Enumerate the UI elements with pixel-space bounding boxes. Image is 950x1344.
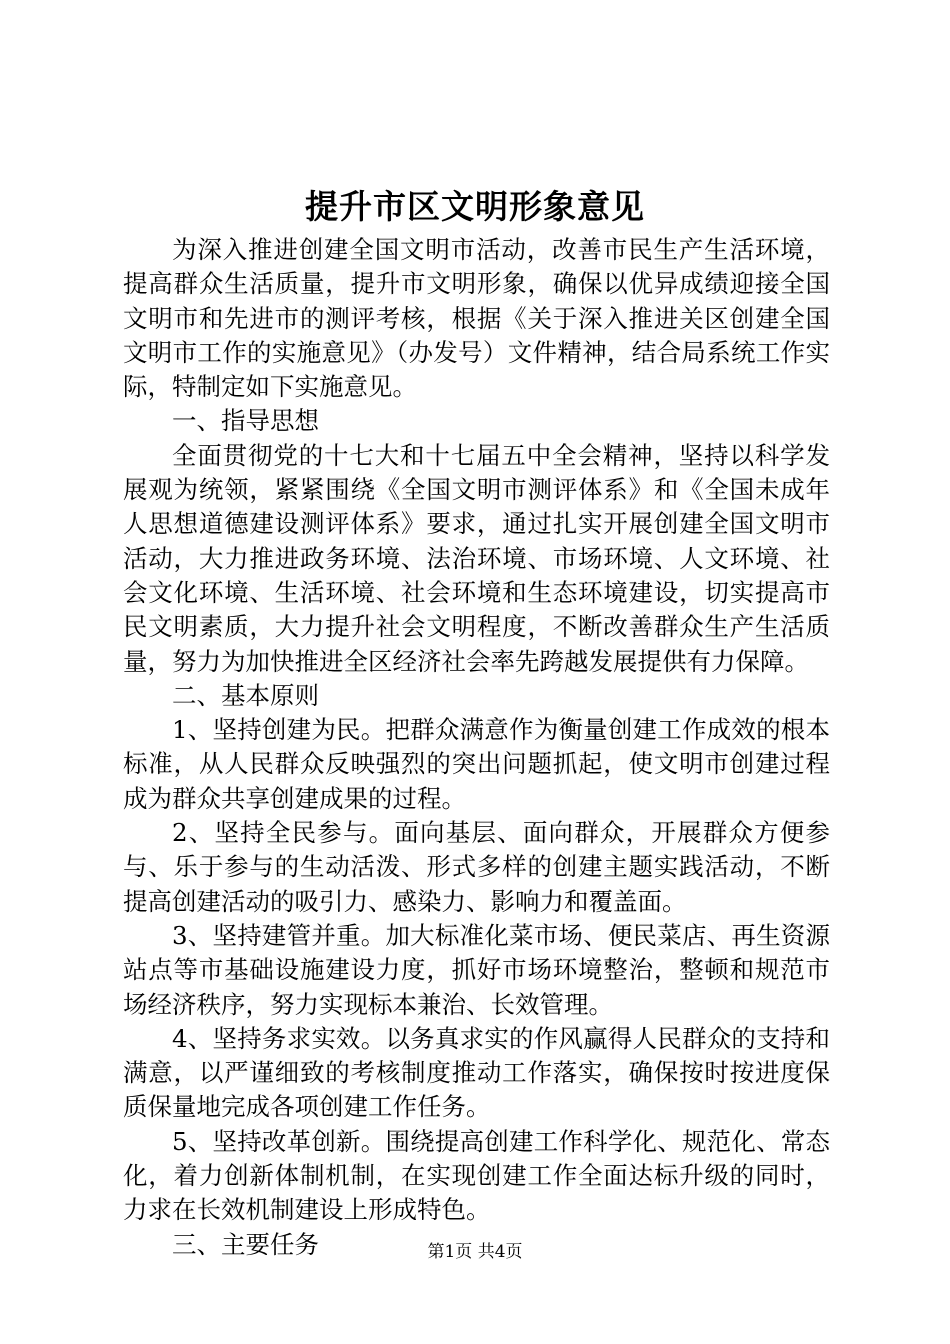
page-footer: 第1页 共4页 [427,1242,523,1262]
heading-basic-principles: 二、基本原则 [172,680,319,710]
document-title: 提升市区文明形象意见 [305,187,645,226]
paragraph-principle-5: 5、坚持改革创新。围绕提高创建工作科学化、规范化、常态化，着力创新体制机制，在实现创建工作全面达标升级的同时，力求在长效机制建设上形成特色。 [123,1126,830,1225]
paragraph-principle-4: 4、坚持务求实效。以务真求实的作风赢得人民群众的支持和满意，以严谨细致的考核制度推动工作落实，确保按时按进度保质保量地完成各项创建工作任务。 [123,1023,830,1122]
document-body [123,233,830,1262]
heading-guiding-ideology: 一、指导思想 [172,406,319,436]
paragraph-guiding-ideology: 全面贯彻党的十七大和十七届五中全会精神，坚持以科学发展观为统领，紧紧围绕《全国文明市测评体系》和《全国未成年人思想道德建设测评体系》要求，通过扎实开展创建全国文明市活动，大力推进政务环境、法治环境、市场环境、人文环境、社会文化环境、生活环境、社会环境和生态环境建设，切实提高市民文明素质，大力提升社会文明程度，不断改善群众生产生活质量，努力为加快推进全区经济社会率先跨越发展提供有力保障。 [123,440,830,676]
heading-main-tasks: 三、主要任务 [172,1229,319,1259]
paragraph-principle-1: 1、坚持创建为民。把群众满意作为衡量创建工作成效的根本标准，从人民群众反映强烈的突出问题抓起，使文明市创建过程成为群众共享创建成果的过程。 [123,715,830,813]
paragraph-principle-2: 2、坚持全民参与。面向基层、面向群众，开展群众方便参与、乐于参与的生动活泼、形式多样的创建主题实践活动，不断提高创建活动的吸引力、感染力、影响力和覆盖面。 [123,818,830,916]
paragraph-intro: 为深入推进创建全国文明市活动，改善市民生产生活环境，提高群众生活质量，提升市文明形象，确保以优异成绩迎接全国文明市和先进市的测评考核，根据《关于深入推进关区创建全国文明市工作的实施意见》（办发号）文件精神，结合局系统工作实际，特制定如下实施意见。 [123,235,830,402]
paragraph-principle-3: 3、坚持建管并重。加大标准化菜市场、便民菜店、再生资源站点等市基础设施建设力度，抓好市场环境整治，整顿和规范市场经济秩序，努力实现标本兼治、长效管理。 [123,920,830,1019]
